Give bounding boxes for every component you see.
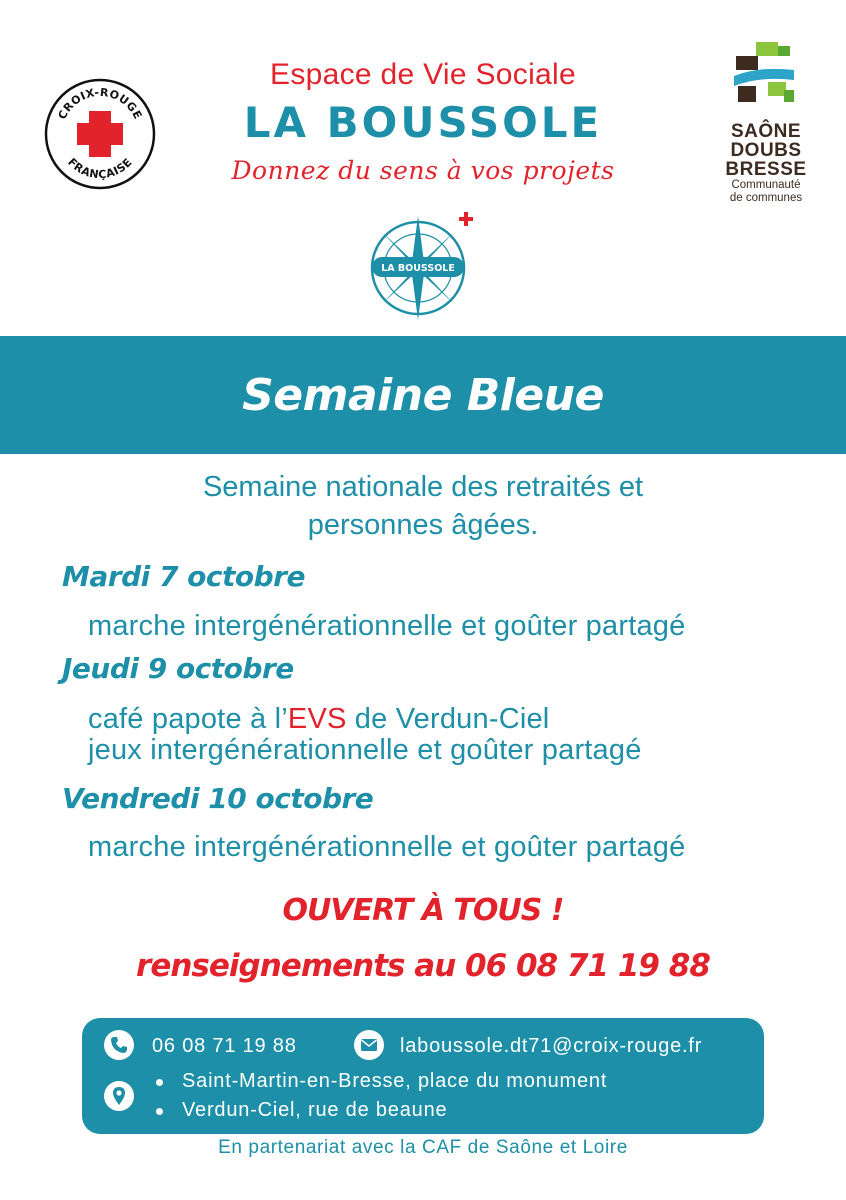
tagline: Donnez du sens à vos projets: [231, 156, 615, 185]
activity-jeudi-1: [88, 702, 549, 736]
bullet-1: [156, 1079, 163, 1086]
banner-title: Semaine Bleue: [242, 369, 604, 421]
contact-email[interactable]: laboussole.dt71@croix-rouge.fr: [400, 1035, 703, 1057]
header-title-block: [200, 56, 646, 188]
activity-jeudi-2: jeux intergénérationnelle et goûter partagé: [88, 734, 642, 766]
contact-phone[interactable]: 06 08 71 19 88: [152, 1035, 297, 1057]
sdb-line1: SAÔNE: [730, 121, 802, 142]
sdb-mark-icon: [734, 42, 798, 104]
compass-logo: [360, 210, 486, 324]
la-boussole-title: LA BOUSSOLE: [243, 98, 603, 147]
bullet-2: [156, 1108, 163, 1115]
croix-rouge-logo: [44, 78, 156, 190]
contact-box: [82, 1018, 764, 1134]
location-pin-icon: [104, 1081, 134, 1111]
activity-vendredi: marche intergénérationnelle et goûter partagé: [88, 831, 686, 863]
crf-top-text: CROIX-ROUGE: [55, 85, 145, 122]
location-2: Verdun-Ciel, rue de beaune: [182, 1099, 448, 1121]
subtitle-line2: personnes âgées.: [307, 509, 539, 541]
subtitle-line1: Semaine nationale des retraités et: [202, 471, 644, 503]
espace-vie-sociale: Espace de Vie Sociale: [270, 58, 576, 91]
ouvert-a-tous: OUVERT À TOUS !: [282, 893, 564, 928]
day-vendredi: Vendredi 10 octobre: [62, 782, 374, 815]
day-jeudi: Jeudi 9 octobre: [62, 652, 294, 685]
renseignements: renseignements au 06 08 71 19 88: [136, 948, 710, 984]
location-1: Saint-Martin-en-Bresse, place du monument: [182, 1070, 608, 1092]
crf-bottom-text: FRANÇAISE: [65, 155, 135, 182]
activity-mardi: marche intergénérationnelle et goûter partagé: [88, 610, 686, 642]
phone-icon: [104, 1030, 134, 1060]
semaine-bleue-banner: [0, 336, 846, 454]
saone-doubs-bresse-logo: [716, 42, 816, 222]
compass-label: LA BOUSSOLE: [381, 263, 455, 274]
sdb-line5: de communes: [729, 192, 803, 204]
sdb-line4: Communauté: [731, 179, 801, 191]
sdb-line3: BRESSE: [725, 159, 807, 180]
day-mardi: Mardi 7 octobre: [62, 560, 305, 593]
caf-partnership: En partenariat avec la CAF de Saône et Loire: [218, 1137, 628, 1158]
activity-jeudi-1-suffix: de Verdun-Ciel: [346, 703, 550, 735]
activity-jeudi-1-prefix: café papote à l’: [88, 703, 288, 735]
sdb-line2: DOUBS: [730, 140, 802, 161]
email-icon: [354, 1030, 384, 1060]
evs-highlight: EVS: [287, 703, 347, 735]
subtitle: [100, 468, 746, 544]
